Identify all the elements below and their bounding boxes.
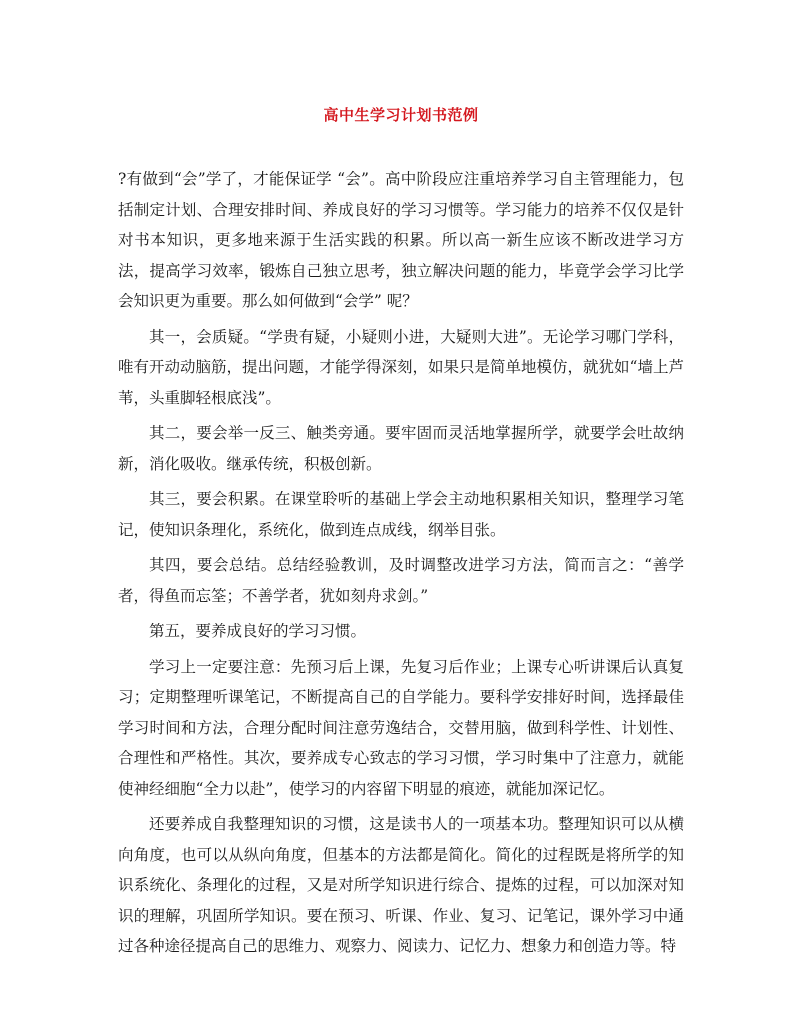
- document-title: 高中生学习计划书范例: [323, 106, 479, 124]
- paragraph-point-3: 其三，要会积累。在课堂聆听的基础上学会主动地积累相关知识，整理学习笔记，使知识条理化，系统化，做到连点成线，纲举目张。: [118, 490, 684, 539]
- paragraph-point-1: 其一，会质疑。“学贵有疑，小疑则小进，大疑则大进”。无论学习哪门学科，唯有开动动脑筋，提出问题，才能学得深刻，如果只是简单地模仿，就犹如“墙上芦苇，头重脚轻根底浅”。: [118, 327, 684, 407]
- paragraph-study-habits: 学习上一定要注意：先预习后上课，先复习后作业；上课专心听讲课后认真复习；定期整理听课笔记，不断提高自己的自学能力。要科学安排好时间，选择最佳学习时间和方法，合理分配时间注意劳逸结合，交替用脑，做到科学性、计划性、合理性和严格性。其次，要养成专心致志的学习习惯，学习时集中了注意力，就能使神经细胞“全力以赴”，使学习的内容留下明显的痕迹，就能加深记忆。: [118, 657, 684, 798]
- paragraph-point-5: 第五，要养成良好的学习习惯。: [149, 622, 367, 640]
- paragraph-intro: ?有做到“会”学了，才能保证学 “会”。高中阶段应注重培养学习自主管理能力，包括制定计划、合理安排时间、养成良好的学习习惯等。学习能力的培养不仅仅是针对书本知识，更多地来源于生活实践的积累。所以高一新生应该不断改进学习方法，提高学习效率，锻炼自己独立思考，独立解决问题的能力，毕竟学会学习比学会知识更为重要。那么如何做到“会学” 呢？: [118, 170, 684, 310]
- paragraph-knowledge-organization: 还要养成自我整理知识的习惯，这是读书人的一项基本功。整理知识可以从横向角度，也可以从纵向角度，但基本的方法都是简化。简化的过程既是将所学的知识系统化、条理化的过程，又是对所学知识进行综合、提炼的过程，可以加深对知识的理解，巩固所学知识。要在预习、听课、作业、复习、记笔记，课外学习中通过各种途径提高自己的思维力、观察力、阅读力、记忆力、想象力和创造力等。特: [118, 815, 684, 955]
- document-body: [118, 164, 684, 962]
- paragraph-point-4: 其四，要会总结。总结经验教训，及时调整改进学习方法，简而言之：“善学者，得鱼而忘筌；不善学者，犹如刻舟求剑。”: [118, 556, 684, 605]
- paragraph-point-2: 其二，要会举一反三、触类旁通。要牢固而灵活地掌握所学，就要学会吐故纳新，消化吸收。继承传统，积极创新。: [118, 424, 684, 473]
